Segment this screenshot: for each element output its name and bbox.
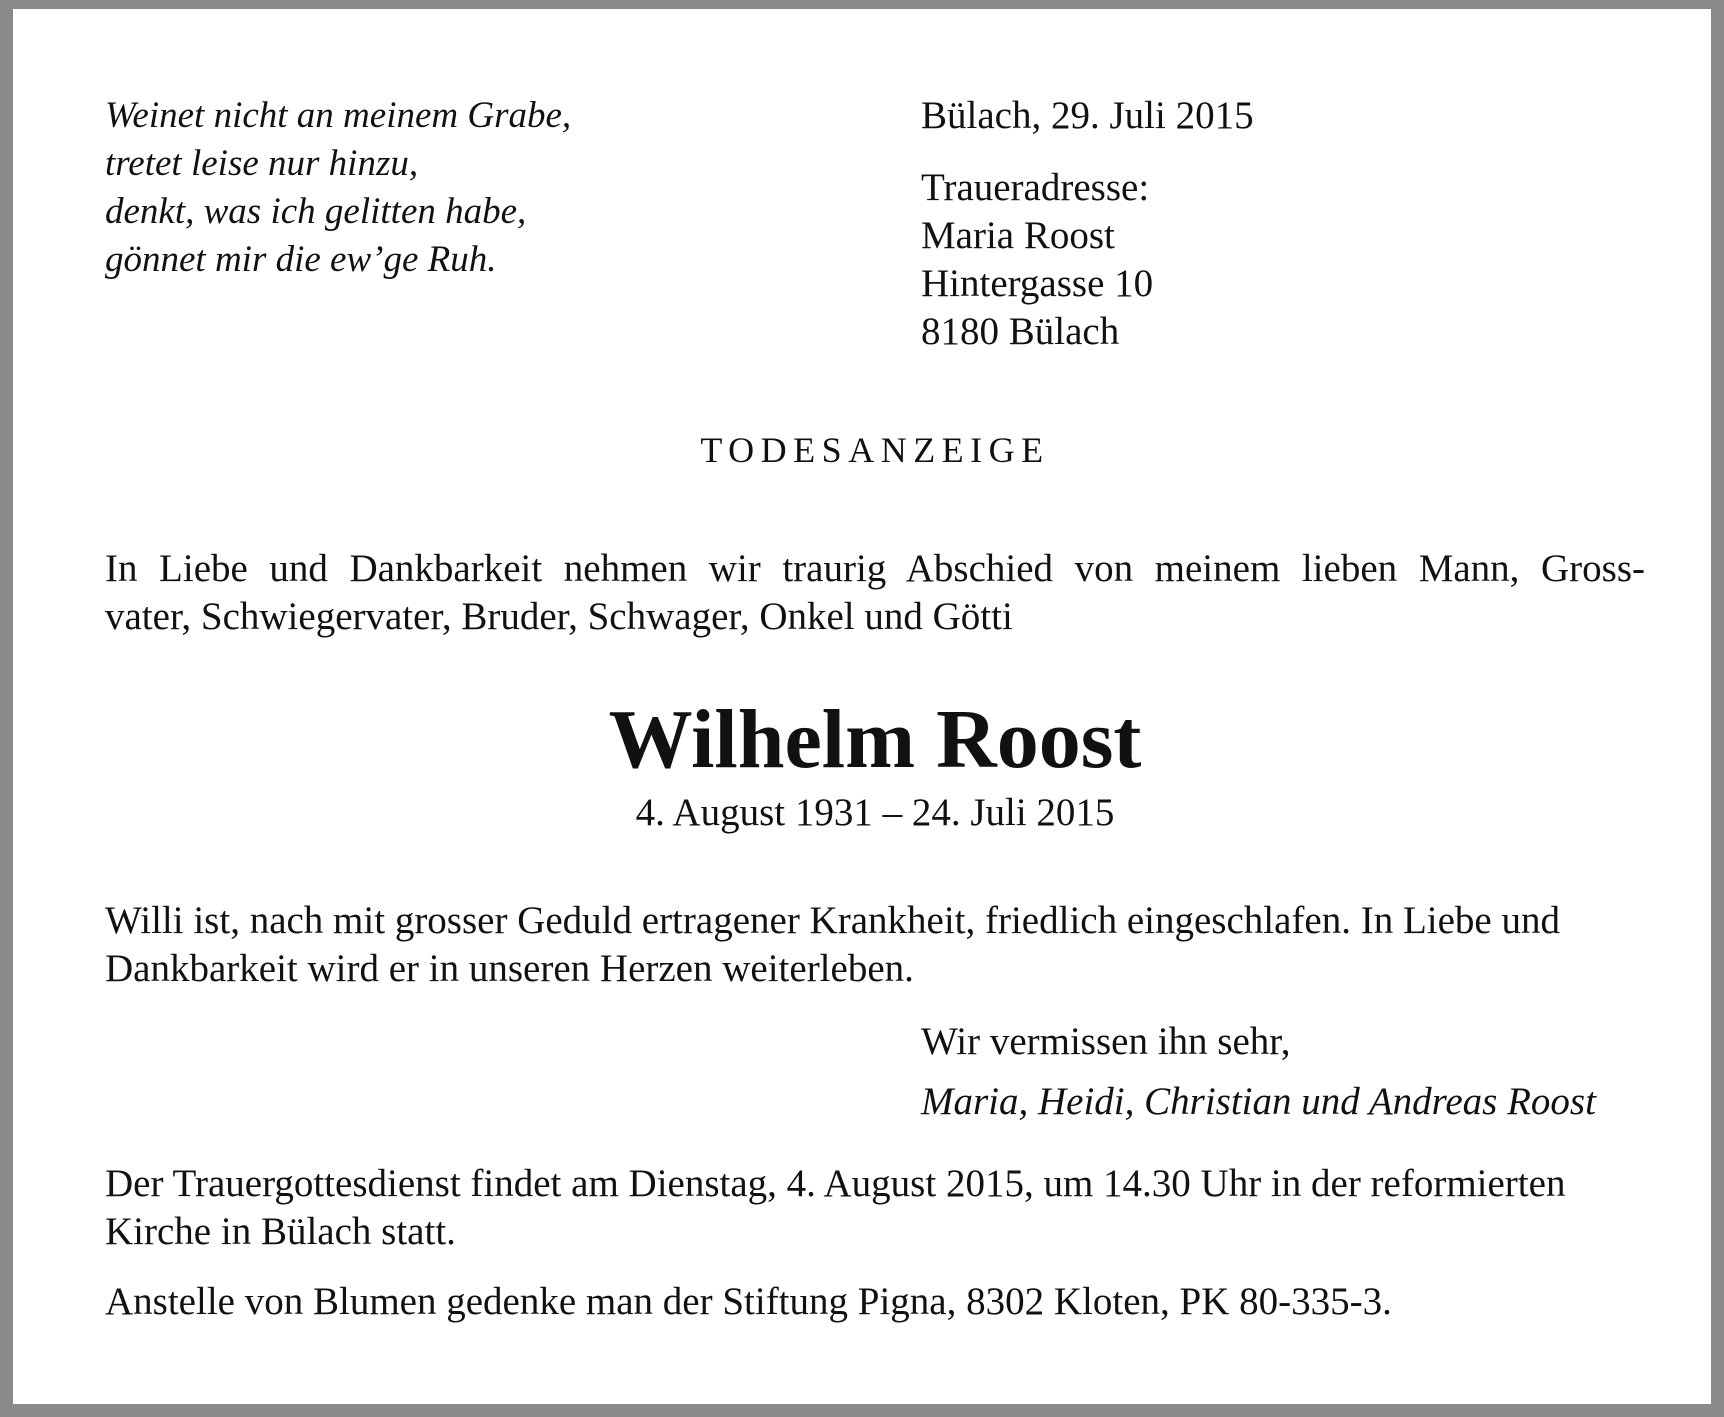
address-label: Traueradresse:	[921, 166, 1150, 209]
deceased-lifespan: 4. August 1931 – 24. Juli 2015	[635, 791, 1115, 834]
poem-line: Weinet nicht an meinem Grabe,	[105, 95, 572, 136]
memorial-line: Willi ist, nach mit grosser Geduld ertragener Krankheit, friedlich eingeschlafen. In Liebe und	[105, 899, 1560, 942]
service-line: Kirche in Bülach statt.	[105, 1210, 456, 1253]
closing-phrase: Wir vermissen ihn sehr,	[921, 1020, 1291, 1063]
family-signatures: Maria, Heidi, Christian und Andreas Roost	[921, 1080, 1596, 1123]
poem-line: gönnet mir die ew’ge Ruh.	[105, 239, 497, 280]
address-line: 8180 Bülach	[921, 310, 1120, 353]
poem-line: tretet leise nur hinzu,	[105, 143, 419, 184]
address-line: Hintergasse 10	[921, 262, 1154, 305]
service-line: Der Trauergottesdienst findet am Dienstag, 4. August 2015, um 14.30 Uhr in der reformierten	[105, 1162, 1566, 1205]
intro-paragraph	[105, 545, 1645, 641]
memorial-line: Dankbarkeit wird er in unseren Herzen weiterleben.	[105, 947, 914, 990]
intro-line: vater, Schwiegervater, Bruder, Schwager, Onkel und Götti	[105, 595, 1013, 638]
poem	[105, 92, 571, 284]
mourning-address	[921, 164, 1153, 356]
address-line: Maria Roost	[921, 214, 1115, 257]
memorial-paragraph	[105, 897, 1560, 993]
funeral-service-info	[105, 1160, 1565, 1256]
deceased-name: Wilhelm Roost	[608, 693, 1142, 786]
notice-heading: TODESANZEIGE	[700, 430, 1050, 470]
donation-note: Anstelle von Blumen gedenke man der Stiftung Pigna, 8302 Kloten, PK 80-335-3.	[105, 1280, 1392, 1323]
place-date: Bülach, 29. Juli 2015	[921, 94, 1254, 137]
intro-line: In Liebe und Dankbarkeit nehmen wir traurig Abschied von meinem lieben Mann, Gross-	[105, 547, 1645, 590]
poem-line: denkt, was ich gelitten habe,	[105, 191, 527, 232]
